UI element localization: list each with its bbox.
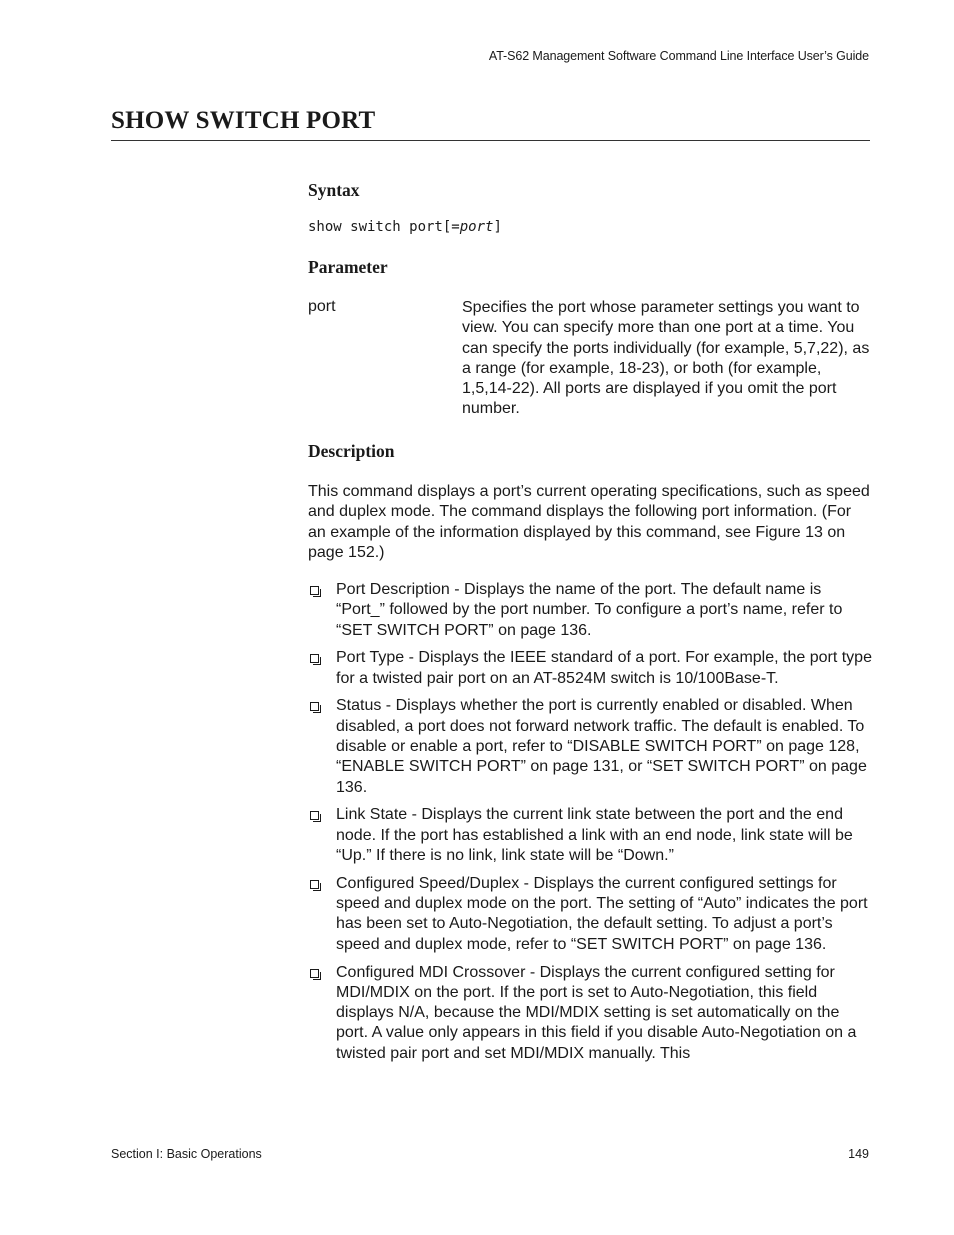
checkbox-bullet-icon (310, 880, 319, 889)
parameter-name: port (308, 298, 336, 315)
page-title: SHOW SWITCH PORT (111, 107, 376, 134)
list-item: Configured Speed/Duplex - Displays the current configured settings for speed and duplex mode on the port. The setting of “Auto” indicates the port has been set to Auto-Negotiation, the default setting. To adjust a port’s speed and duplex mode, refer to “SET SWITCH PORT” on page 136. (308, 874, 873, 955)
checkbox-bullet-icon (310, 702, 319, 711)
syntax-closing: ] (493, 219, 502, 235)
syntax-command-text: show switch port[= (308, 219, 460, 235)
description-heading: Description (308, 441, 395, 461)
syntax-heading: Syntax (308, 180, 360, 200)
checkbox-bullet-icon (310, 811, 319, 820)
field-list (308, 580, 873, 1072)
list-item: Configured MDI Crossover - Displays the current configured setting for MDI/MDIX on the port. If the port is set to Auto-Negotiation, this field displays N/A, because the MDI/MDIX setting is set automatically on the port. A value only appears in this field if you disable Auto-Negotiation on a twisted pair port and set MDI/MDIX manually. This (308, 963, 873, 1064)
syntax-argument: port (459, 219, 494, 235)
title-rule (111, 140, 870, 141)
checkbox-bullet-icon (310, 654, 319, 663)
list-item: Port Description - Displays the name of the port. The default name is “Port_” followed by the port number. To configure a port’s name, refer to “SET SWITCH PORT” on page 136. (308, 580, 873, 641)
syntax-command (308, 219, 502, 235)
parameter-description: Specifies the port whose parameter settings you want to view. You can specify more than one port at a time. You can specify the ports individually (for example, 5,7,22), as a range (for example, 18-23), or both (for example, 1,5,14-22). All ports are displayed if you omit the port number. (462, 299, 870, 418)
running-header: AT-S62 Management Software Command Line Interface User’s Guide (488, 49, 869, 63)
description-intro: This command displays a port’s current operating specifications, such as speed and duplex mode. The command displays the following port information. (For an example of the information displayed by this command, see Figure 13 on page 152.) (308, 483, 870, 561)
list-item: Link State - Displays the current link state between the port and the end node. If the port has established a link with an end node, link state will be “Up.” If there is no link, link state will be “Down.” (308, 805, 873, 866)
list-item: Status - Displays whether the port is currently enabled or disabled. When disabled, a port does not forward network traffic. The default is enabled. To disable or enable a port, refer to “DISABLE SWITCH PORT” on page 128, “ENABLE SWITCH PORT” on page 131, or “SET SWITCH PORT” on page 136. (308, 696, 873, 797)
list-item: Port Type - Displays the IEEE standard of a port. For example, the port type for a twisted pair port on an AT-8524M switch is 10/100Base-T. (308, 648, 873, 689)
footer-section: Section I: Basic Operations (111, 1147, 262, 1161)
checkbox-bullet-icon (310, 586, 319, 595)
page-number: 149 (848, 1147, 869, 1161)
parameter-heading: Parameter (308, 257, 388, 277)
checkbox-bullet-icon (310, 969, 319, 978)
